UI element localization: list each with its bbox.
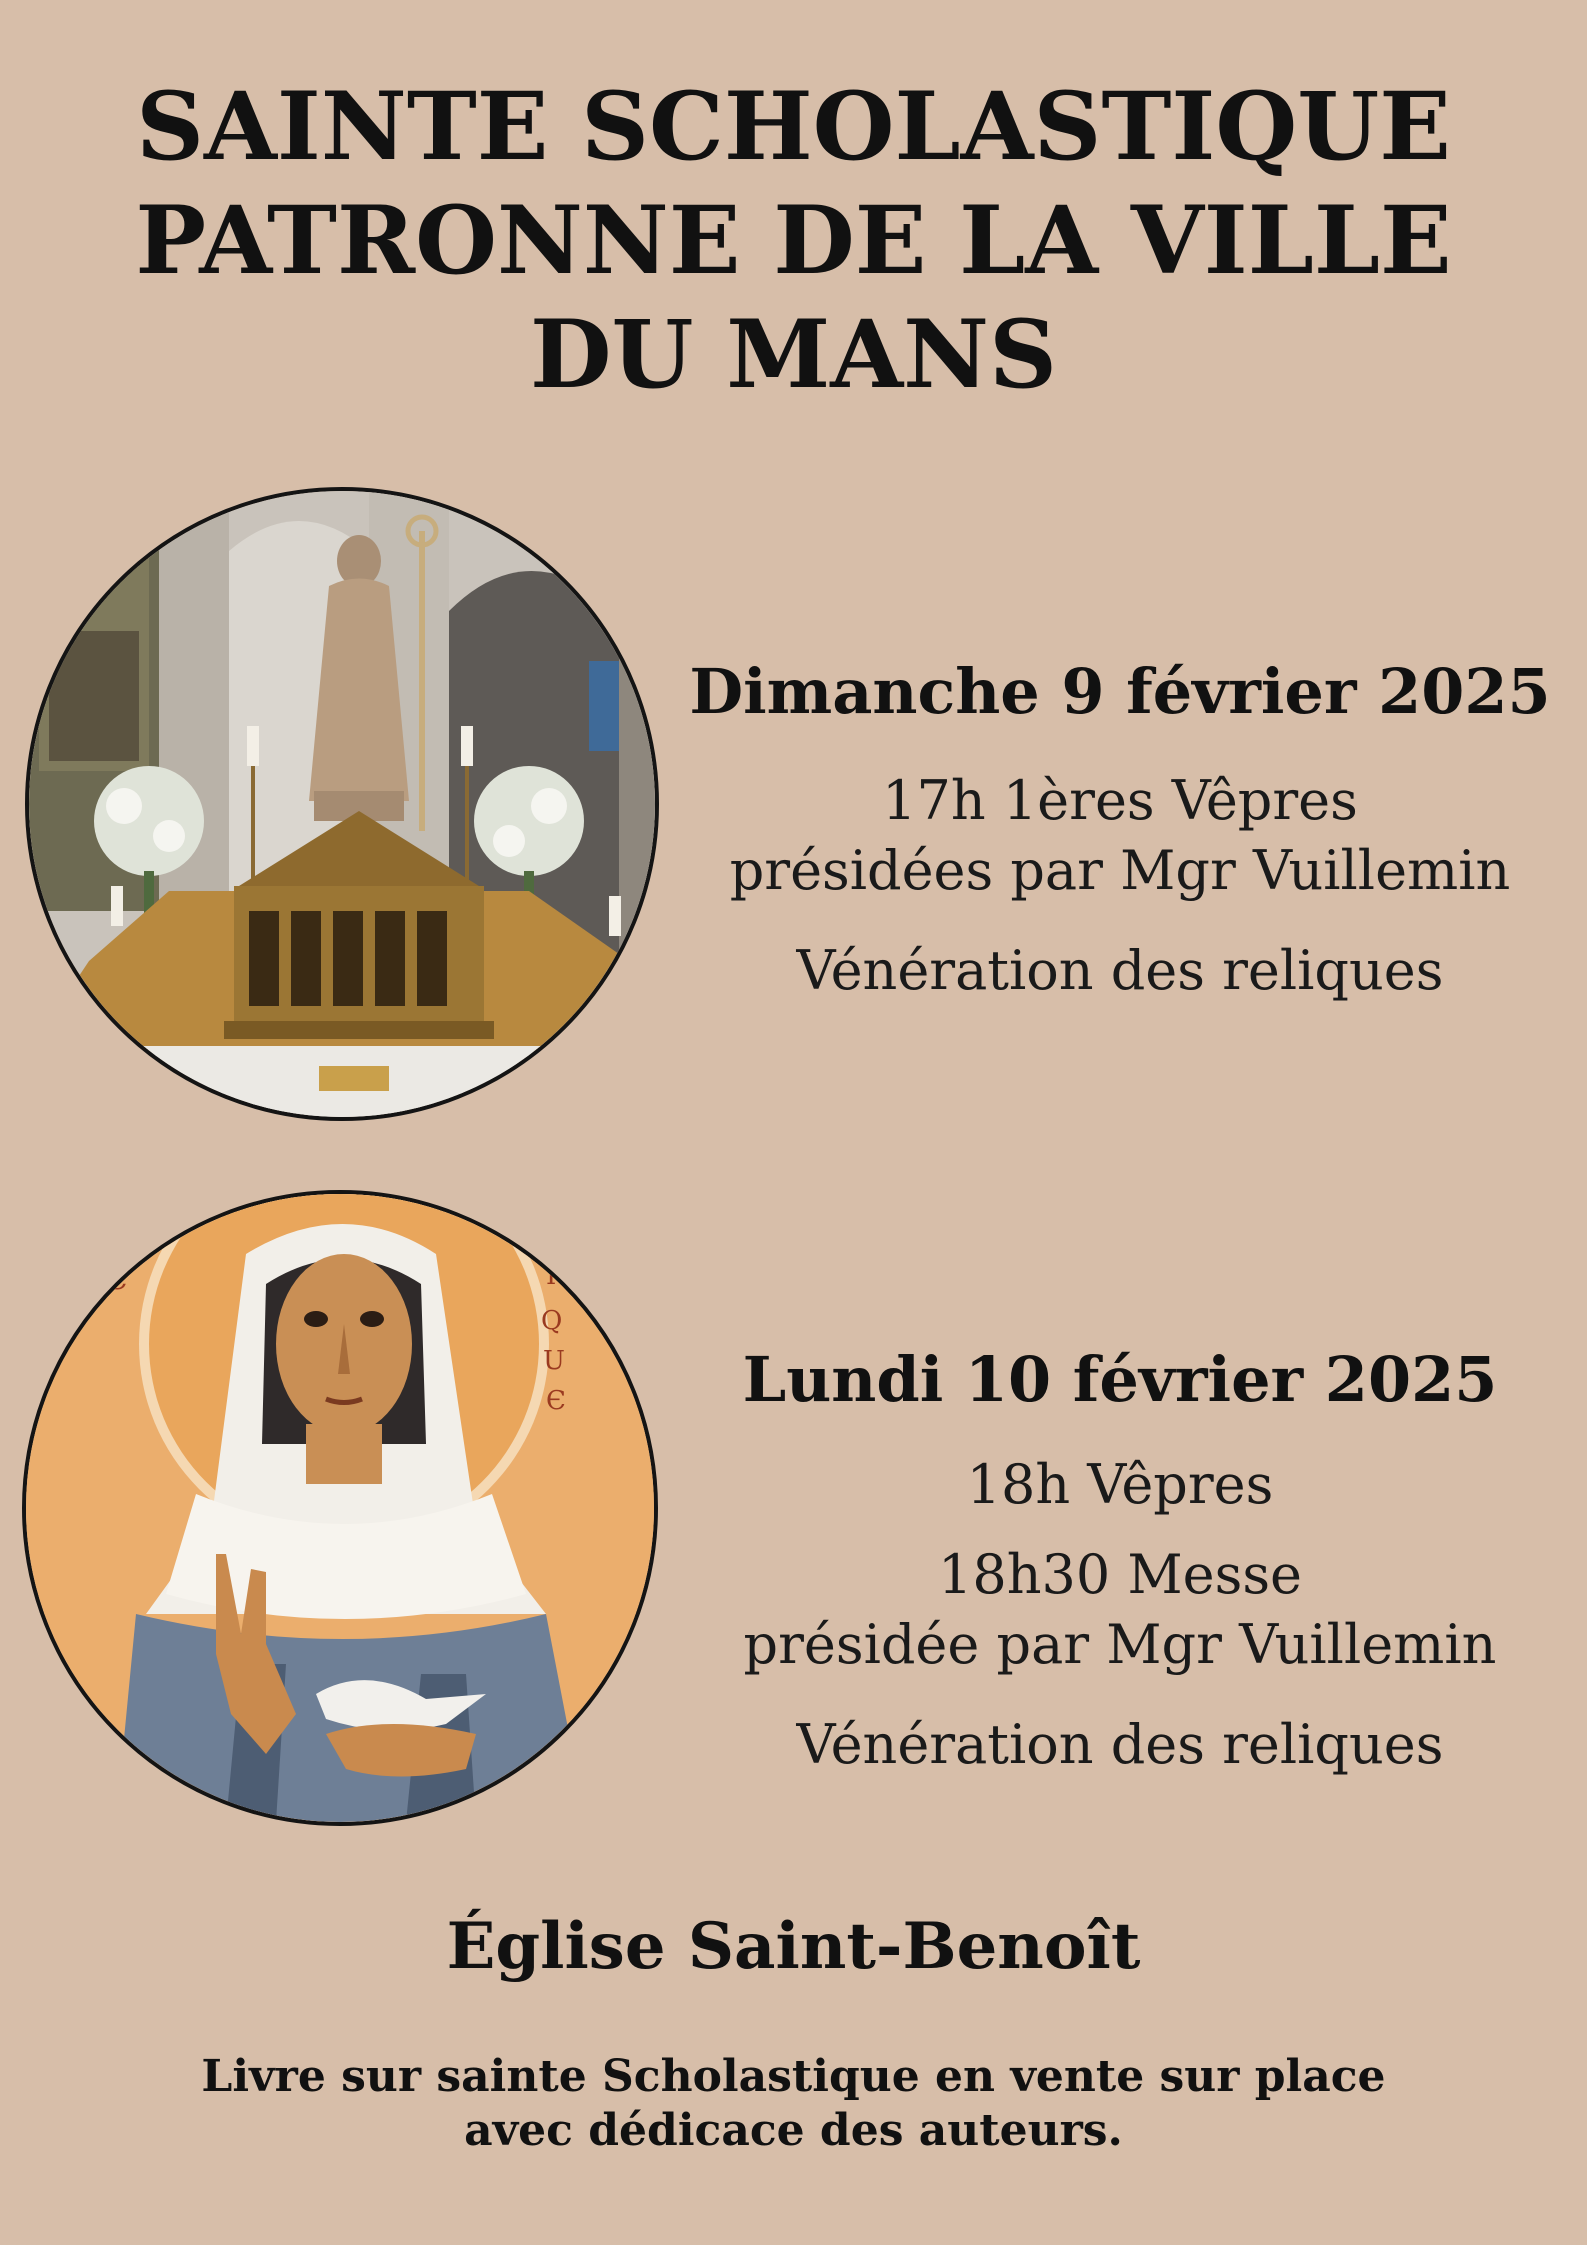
- title-line-1: SAINTE SCHOLASTIQUE: [136, 72, 1451, 182]
- svg-text:Є: Є: [546, 1386, 566, 1416]
- event-line: 18h30 Messe: [938, 1543, 1302, 1606]
- event-closing: Vénération des reliques: [796, 1713, 1444, 1776]
- event-date: Dimanche 9 février 2025: [689, 655, 1551, 728]
- event-line: 18h Vêpres: [966, 1453, 1274, 1516]
- book-notice-line-1: Livre sur sainte Scholastique en vente sur place: [201, 2051, 1386, 2102]
- svg-text:Q: Q: [541, 1306, 563, 1336]
- saint-icon-medallion: [22, 1190, 658, 1826]
- reliquary-photo-medallion: [25, 487, 659, 1121]
- svg-text:U: U: [543, 1346, 565, 1376]
- saint-icon-illustration: [26, 1194, 654, 1822]
- event-monday: [660, 1338, 1580, 1780]
- church-location: Église Saint-Benoît: [446, 1909, 1141, 1984]
- title-line-2: PATRONNE DE LA VILLE: [135, 186, 1452, 296]
- event-closing: Vénération des reliques: [796, 939, 1444, 1002]
- poster-title: [0, 70, 1587, 412]
- svg-text:Є: Є: [106, 1263, 128, 1296]
- book-notice: [0, 2050, 1587, 2158]
- event-line: 17h 1ères Vêpres: [882, 769, 1358, 832]
- reliquary-photo-illustration: [29, 491, 655, 1117]
- event-line: présidée par Mgr Vuillemin: [743, 1613, 1497, 1676]
- svg-text:I: I: [546, 1261, 557, 1291]
- event-line: présidées par Mgr Vuillemin: [729, 839, 1511, 902]
- event-sunday: [660, 650, 1580, 1006]
- event-date: Lundi 10 février 2025: [742, 1343, 1498, 1416]
- book-notice-line-2: avec dédicace des auteurs.: [464, 2105, 1123, 2156]
- title-line-3: DU MANS: [529, 300, 1057, 410]
